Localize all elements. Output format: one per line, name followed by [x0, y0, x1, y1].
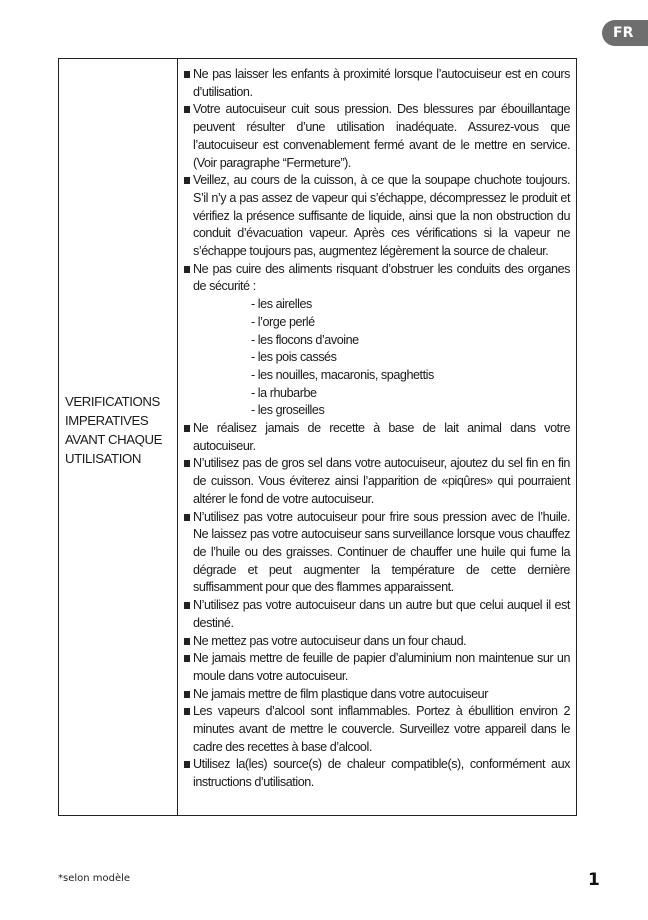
square-bullet-icon: [184, 266, 190, 273]
section-header-cell: [59, 59, 178, 815]
food-item: - la rhubarbe: [251, 385, 317, 400]
rule-item: [185, 101, 570, 172]
rule-item: [185, 66, 570, 101]
square-bullet-icon: [184, 691, 190, 698]
square-bullet-icon: [184, 177, 190, 184]
rule-text: Veillez, au cours de la cuisson, à ce que la soupape chuchote toujours. S’il n’y a pas assez de vapeur qui s’échappe, décompressez le produit et vérifiez la présence suffisante de liquide, ainsi que la non obstruction du conduit d’évacuation vapeur. Après ces vérifications si la vapeur ne s’échappe toujours pas, augmentez légèrement la source de chaleur.: [193, 173, 570, 259]
square-bullet-icon: [184, 761, 190, 768]
rule-text: Ne mettez pas votre autocuiseur dans un four chaud.: [193, 633, 467, 648]
square-bullet-icon: [184, 602, 190, 609]
rule-text: N’utilisez pas votre autocuiseur dans un autre but que celui auquel il est destiné.: [193, 598, 570, 630]
safety-table: [58, 58, 577, 816]
square-bullet-icon: [184, 514, 190, 521]
square-bullet-icon: [184, 460, 190, 467]
rule-text: Ne jamais mettre de feuille de papier d’aluminium non maintenue sur un moule dans votre autocuiseur.: [193, 651, 570, 683]
square-bullet-icon: [184, 708, 190, 715]
rule-text: Ne pas cuire des aliments risquant d’obstruer les conduits des organes de sécurité :: [193, 261, 570, 294]
page-number: 1: [588, 870, 600, 890]
food-item: - les groseilles: [251, 403, 325, 418]
rule-item: [185, 261, 570, 420]
square-bullet-icon: [184, 106, 190, 113]
rule-item: [185, 650, 570, 685]
food-item: - les airelles: [251, 297, 312, 312]
section-title: VERIFICATIONS IMPERATIVES AVANT CHAQUE UTILISATION: [65, 394, 163, 466]
square-bullet-icon: [184, 425, 190, 432]
food-item: - l’orge perlé: [251, 314, 315, 329]
language-badge: FR: [602, 20, 648, 46]
rule-list: [185, 66, 570, 792]
rules-cell: [178, 59, 576, 815]
rule-item: [185, 703, 570, 756]
square-bullet-icon: [184, 638, 190, 645]
rule-item: [185, 420, 570, 455]
rule-item: [185, 686, 570, 704]
rule-item: [185, 633, 570, 651]
rule-text: N’utilisez pas de gros sel dans votre autocuiseur, ajoutez du sel fin en fin de cuisson. Vous éviterez ainsi l’apparition de «piqûres» qui pourraient altérer le fond de votre autocuiseur.: [193, 456, 570, 506]
rule-item: [185, 509, 570, 598]
rule-text: Ne réalisez jamais de recette à base de lait animal dans votre autocuiseur.: [193, 421, 570, 453]
rule-item: [185, 756, 570, 791]
food-sublist: [193, 296, 570, 420]
rule-text: Votre autocuiseur cuit sous pression. Des blessures par ébouillantage peuvent résulter d’une utilisation inadéquate. Assurez-vous que l’autocuiseur est convenablement fermé avant de le mettre en service. (Voir paragraphe “Fermeture”).: [193, 102, 570, 170]
food-item: - les pois cassés: [251, 350, 337, 365]
rule-item: [185, 172, 570, 261]
square-bullet-icon: [184, 71, 190, 78]
rule-item: [185, 597, 570, 632]
square-bullet-icon: [184, 655, 190, 662]
footnote: *selon modèle: [58, 873, 131, 884]
rule-item: [185, 455, 570, 508]
food-item: - les nouilles, macaronis, spaghettis: [251, 367, 434, 382]
rule-text: Ne jamais mettre de film plastique dans votre autocuiseur: [193, 686, 488, 701]
rule-text: Les vapeurs d’alcool sont inflammables. Portez à ébullition environ 2 minutes avant de mettre le couvercle. Surveillez votre appareil dans le cadre des recettes à base d’alcool.: [193, 704, 570, 754]
food-item: - les flocons d’avoine: [251, 332, 359, 347]
rule-text: N’utilisez pas votre autocuiseur pour frire sous pression avec de l’huile. Ne laissez pas votre autocuiseur sans surveillance lorsque vous chauffez de l’huile ou des graisses. Continuer de chauffer une huile qui fume la dégrade et peut augmenter la température de cette dernière suffisamment pour que des flammes apparaissent.: [193, 509, 570, 595]
rule-text: Ne pas laisser les enfants à proximité lorsque l’autocuiseur est en cours d’utilisation.: [193, 67, 570, 99]
rule-text: Utilisez la(les) source(s) de chaleur compatible(s), conformément aux instructions d’utilisation.: [193, 757, 570, 790]
